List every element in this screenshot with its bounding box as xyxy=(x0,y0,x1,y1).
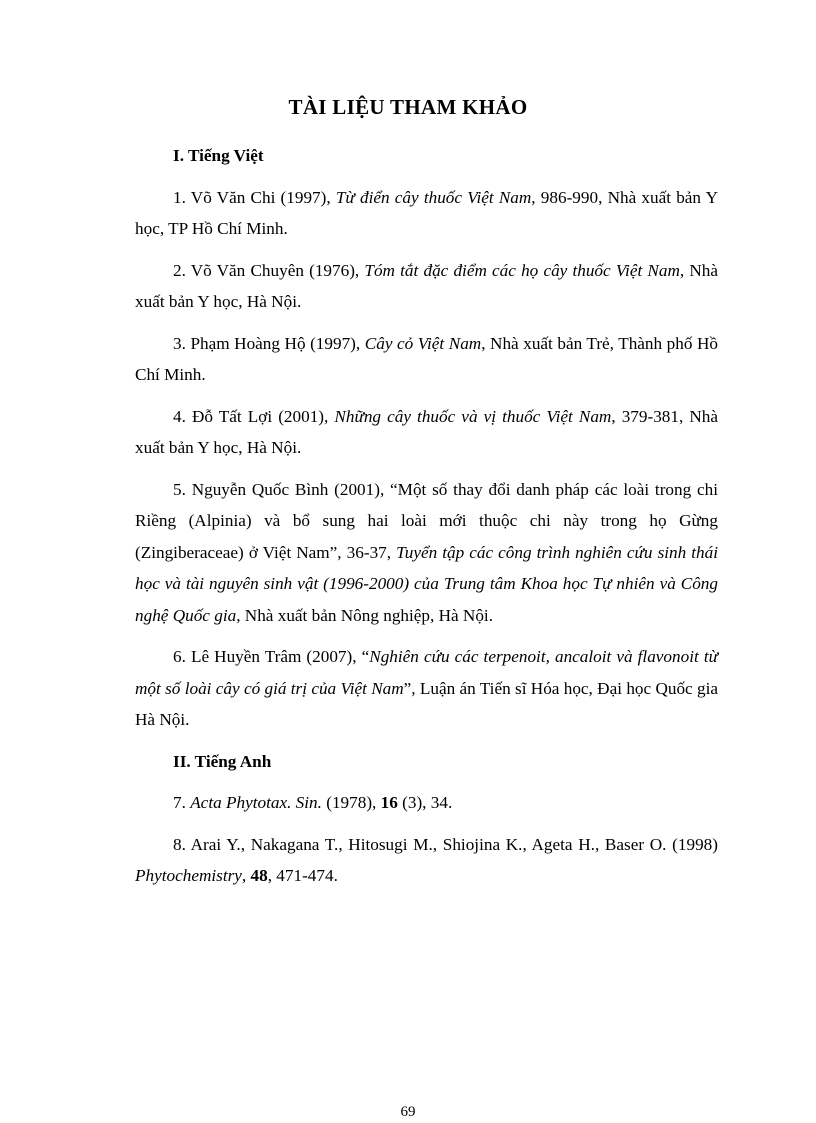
ref-details-pre: (1978), xyxy=(321,793,381,812)
ref-number: 4. xyxy=(173,406,186,426)
ref-work-title: Phytochemistry xyxy=(135,866,242,885)
reference-item xyxy=(135,474,718,632)
ref-authors: Lê Huyền Trâm (2007), “ xyxy=(190,647,370,666)
ref-work-title: Cây cỏ Việt Nam xyxy=(364,333,482,353)
ref-work-title: Nghiên cứu các terpenoit, ancaloit và flavonoit từ một số loài cây có giá trị của Việt Nam xyxy=(135,647,718,698)
ref-number: 2. xyxy=(173,260,186,280)
ref-authors: Đỗ Tất Lợi (2001), xyxy=(191,406,329,426)
ref-authors: Võ Văn Chuyên (1976), xyxy=(190,260,360,280)
reference-item xyxy=(135,829,718,892)
ref-details: , 471-474. xyxy=(267,866,338,885)
reference-item xyxy=(135,328,718,391)
ref-details-pre: , xyxy=(241,866,251,885)
ref-work-title: Từ điển cây thuốc Việt Nam xyxy=(335,187,532,207)
ref-details: , Nhà xuất bản Y học, Hà Nội. xyxy=(135,260,718,311)
reference-item xyxy=(135,182,718,245)
ref-number: 5. xyxy=(173,479,186,499)
ref-details: , 986-990, Nhà xuất bản Y học, TP Hồ Chí Minh. xyxy=(135,187,718,238)
ref-details: ”, Luận án Tiến sĩ Hóa học, Đại học Quốc gia Hà Nội. xyxy=(135,678,719,729)
ref-work-title: Tóm tắt đặc điểm các họ cây thuốc Việt Nam xyxy=(364,260,680,280)
ref-authors: Võ Văn Chi (1997), xyxy=(190,187,331,207)
ref-work-title: Tuyển tập các công trình nghiên cứu sinh thái học và tài nguyên sinh vật (1996-2000) của Trung tâm Khoa học Tự nhiên và Công nghệ Quốc gia xyxy=(135,542,719,625)
section-heading-vietnamese: I. Tiếng Việt xyxy=(173,146,264,165)
ref-authors: Nguyễn Quốc Bình (2001), “Một số thay đổi danh pháp các loài trong chi Riềng (Alpinia) và bổ sung hai loài mới thuộc chi này trong họ Gừng (Zingiberaceae) ở Việt Nam”, 36-37, xyxy=(135,479,718,562)
ref-volume: 16 xyxy=(380,793,398,812)
references-body xyxy=(135,140,718,902)
page-number: 69 xyxy=(400,1104,416,1120)
ref-number: 3. xyxy=(173,333,186,353)
ref-work-title: Acta Phytotax. Sin. xyxy=(190,793,322,812)
ref-work-title: Những cây thuốc và vị thuốc Việt Nam xyxy=(334,406,612,426)
ref-details: , Nhà xuất bản Nông nghiệp, Hà Nội. xyxy=(236,605,494,625)
ref-number: 7. xyxy=(173,793,186,812)
reference-item xyxy=(135,401,718,464)
reference-item xyxy=(135,787,718,819)
page-title: TÀI LIỆU THAM KHẢO xyxy=(288,95,528,119)
reference-item xyxy=(135,641,718,736)
ref-number: 8. xyxy=(173,834,186,854)
ref-details: , Nhà xuất bản Trẻ, Thành phố Hồ Chí Minh. xyxy=(135,333,719,384)
ref-authors: Phạm Hoàng Hộ (1997), xyxy=(190,333,361,353)
ref-number: 6. xyxy=(173,647,186,666)
ref-number: 1. xyxy=(173,187,186,207)
ref-volume: 48 xyxy=(250,866,268,885)
ref-details: , 379-381, Nhà xuất bản Y học, Hà Nội. xyxy=(135,406,719,457)
section-heading-english: II. Tiếng Anh xyxy=(173,751,272,771)
reference-item xyxy=(135,255,718,318)
ref-authors: Arai Y., Nakagana T., Hitosugi M., Shiojina K., Ageta H., Baser O. (1998) xyxy=(190,834,718,854)
ref-details: (3), 34. xyxy=(397,793,453,812)
